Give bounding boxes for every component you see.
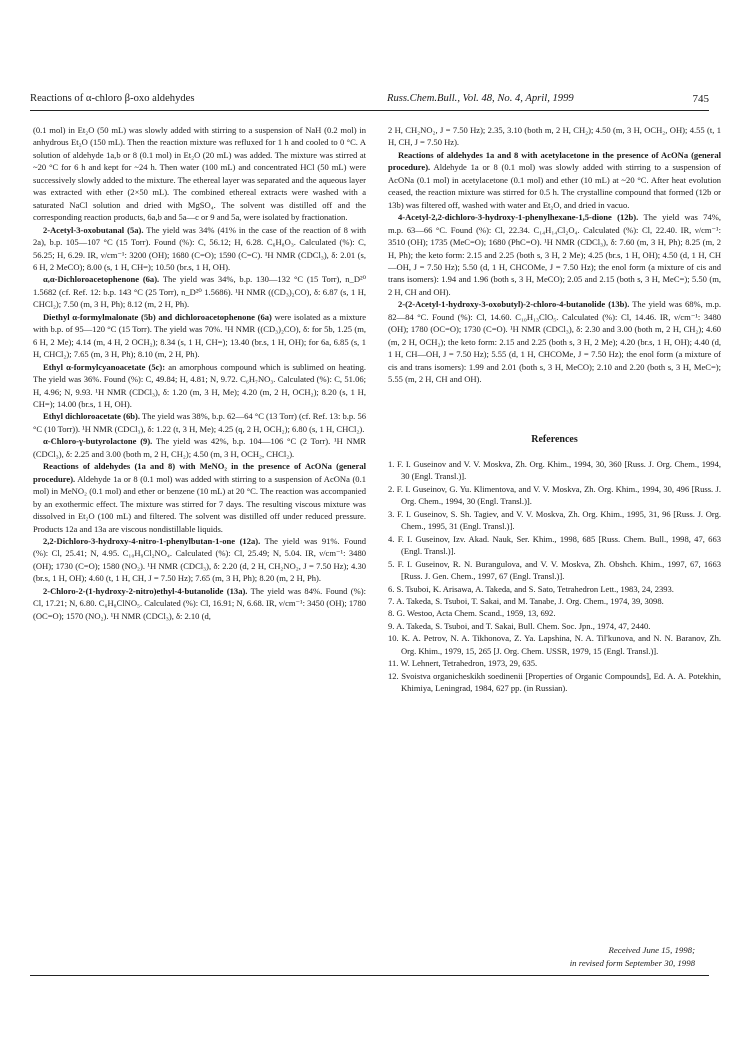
reference-item: 10. K. A. Petrov, N. A. Tikhonova, Z. Ya. Lapshina, N. A. Til'kunova, and N. N. Baranov, Zh. Org. Khim., 1979, 15, 265 [J. Org. Chem. USSR, 1979, 15 (Engl. Transl.)]. xyxy=(388,633,721,656)
reference-item: 2. F. I. Guseinov, G. Yu. Klimentova, and V. V. Moskva, Zh. Org. Khim., 1994, 30, 496 [Russ. J. Org. Chem., 1994, 30 (Engl. Transl.)]. xyxy=(388,483,721,507)
right-column xyxy=(388,124,721,695)
reference-item: 1. F. I. Guseinov and V. V. Moskva, Zh. Org. Khim., 1994, 30, 360 [Russ. J. Org. Chem., 1994, 30 (Engl. Transl.)]. xyxy=(388,458,721,482)
reference-item: 5. F. I. Guseinov, R. N. Burangulova, and V. V. Moskva, Zh. Obshch. Khim., 1997, 67, 1663 [Russ. J. Gen. Chem., 1997, 67 (Engl. Transl.)]. xyxy=(388,558,721,582)
paragraph: Reactions of aldehydes 1a and 8 with acetylacetone in the presence of AcONa (general procedure). Aldehyde 1a or 8 (0.1 mol) was slowly added with stirring to a suspension of AcONa (0.1 mol) in acetylacetone (0.1 mol) and ether (10 mL) at ~20 °C. After heat evolution ceased, the reaction mixture was stirred for 0.5 h. The crystalline compound that formed (12b or 13b) was filtered off, washed with water and Et₂O, and dried in vacuo. xyxy=(388,149,721,210)
paragraph: (0.1 mol) in Et₂O (50 mL) was slowly added with stirring to a suspension of NaH (0.2 mol) in anhydrous Et₂O (150 mL). Then the reaction mixture was refluxed for 1 h and cooled to 0 °C. A solution of aldehyde 1a,b or 8 (0.1 mol) in Et₂O (20 mL) was added. The mixture was stirred at ~20 °C for 6 h and kept for ~24 h. Then water (100 mL) and concentrated HCl (50 mL) were successively slowly added to the mixture. The ethereal layer was separated and the aqueous layer was extracted with ether (2×50 mL). The combined ethereal extracts were washed with a saturated NaCl solution and dried with MgSO₄. The solvent was distilled off and the corresponding reaction products, 6a,b and 5a—c or 9 and 5a, were isolated by fractionation. xyxy=(33,125,366,223)
paragraph: Diethyl α-formylmalonate (5b) and dichloroacetophenone (6a) were isolated as a mixture with b.p. of 95—120 °C (15 Torr). The yield was 70%. ¹H NMR ((CD₃)₂CO), δ: for 5b, 1.25 (m, 6 H, 2 Me); 4.14 (m, 4 H, 2 OCH₂); 8.34 (s, 1 H, CH=); 13.40 (br.s, 1 H, OH); for 6a, 6.85 (s, 1 H, CHCl₂); 7.65 (m, 3 H, Ph); 8.10 (m, 2 H, Ph). xyxy=(33,311,367,360)
running-header xyxy=(30,92,709,106)
reference-item: 6. S. Tsuboi, K. Arisawa, A. Takeda, and S. Sato, Tetrahedron Lett., 1983, 24, 2393. xyxy=(388,583,674,594)
journal-citation: Russ.Chem.Bull., Vol. 48, No. 4, April, 1999 xyxy=(387,93,574,104)
header-rule xyxy=(30,110,709,111)
paragraph: 2,2-Dichloro-3-hydroxy-4-nitro-1-phenylbutan-1-one (12a). The yield was 91%. Found (%): Cl, 25.41; N, 4.95. C₁₀H₉Cl₂NO₄. Calculated (%): Cl, 25.49; N, 5.04. IR, ν/cm⁻¹: 3480 (OH); 1730 (C=O); 1580 (NO₂). ¹H NMR (CDCl₃), δ: 2.20 (d, 2 H, CH₂NO₂, J = 7.50 Hz); 4.30 (br.s, 1 H, OH); 4.60 (t, 1 H, CH, J = 7.50 Hz); 7.65 (m, 3 H, Ph); 8.20 (m, 2 H, Ph). xyxy=(33,535,366,584)
paragraph: Reactions of aldehydes (1a and 8) with MeNO₂ in the presence of AcONa (general procedure). Aldehyde 1a or 8 (0.1 mol) was added with stirring to a suspension of AcONa (0.1 mol) in MeNO₂ (0.1 mol) and ether or benzene (10 mL) at 20 °C. The reaction was accompanied by an exothermic effect. The mixture was stirred for 7 days. The resulting viscous mixture was dissolved in Et₂O (100 mL) and filtered. The solvent was distilled off under reduced pressure. Products 12a and 13a are viscous nondistillable liquids. xyxy=(33,461,366,534)
paragraph: 4-Acetyl-2,2-dichloro-3-hydroxy-1-phenylhexane-1,5-dione (12b). The yield was 74%, m.p. 63—66 °C. Found (%): Cl, 22.34. C₁₄H₁₄Cl₂O₄. Calculated (%): Cl, 22.40. IR, ν/cm⁻¹: 3510 (OH); 1735 (MeC=O); 1680 (PhC=O). ¹H NMR (CDCl₃), δ: 7.60 (m, 3 H, Ph); 8.25 (m, 2 H, Ph); the keto form: 2.15 and 2.25 (both s, 3 H, 2 Me); 4.25 (br.s, 1 H, OH); 4.50 (d, 1 H, CH—OH, J = 7.50 Hz); 5.50 (d, 1 H, CHCOMe, J = 7.50 Hz); the enol form (a mixture of cis and trans isomers): 1.94 and 1.96 (both s, 3 H, MeCO); 2.05 and 2.15 (both s, 3 H, MeC=); 5.50 (m, 2 H, CH and OH). xyxy=(388,212,721,297)
paragraph: 2-(2-Acetyl-1-hydroxy-3-oxobutyl)-2-chloro-4-butanolide (13b). The yield was 68%, m.p. 82—84 °C. Found (%): Cl, 14.60. C₁₀H₁₃ClO₅. Calculated (%): Cl, 14.46. IR, ν/cm⁻¹: 3480 (OH); 1780 (OC=O); 1730 (C=O). ¹H NMR (CDCl₃), δ: 2.30 and 3.00 (both m, 2 H, CH₂); 4.60 (m, 2 H, OCH₂); the keto form: 2.15 and 2.25 (both s, 3 H, 2 Me); 4.20 (br.s, 1 H, OH); 4.40 (d, 1 H, CH—OH, J = 7.50 Hz); 5.55 (d, 1 H, CHCOMe, J = 7.50 Hz); the enol form (a mixture of cis and trans isomers): 1.99 and 2.01 (both s, 3 H, MeCO); 2.10 and 2.20 (both s, 3 H, MeC=); 5.55 (m, 2 H, CH and OH). xyxy=(388,299,721,385)
reference-item: 11. W. Lehnert, Tetrahedron, 1973, 29, 635. xyxy=(388,658,538,669)
paragraph: 2-Chloro-2-(1-hydroxy-2-nitro)ethyl-4-butanolide (13a). The yield was 84%. Found (%): Cl, 17.21; N, 6.80. C₆H₈ClNO₅. Calculated (%): Cl, 16.91; N, 6.68. IR, ν/cm⁻¹: 3450 (OH); 1780 (OC=O); 1570 (NO₂). ¹H NMR (CDCl₃), δ: 2.10 (d, xyxy=(33,585,367,621)
references-heading: References xyxy=(531,433,578,445)
received-dates xyxy=(570,944,695,969)
reference-item: 4. F. I. Guseinov, Izv. Akad. Nauk, Ser. Khim., 1998, 685 [Russ. Chem. Bull., 1998, 47, 663 (Engl. Transl.)]. xyxy=(388,533,721,557)
reference-item: 9. A. Takeda, S. Tsuboi, and T. Sakai, Bull. Chem. Soc. Jpn., 1974, 47, 2440. xyxy=(388,620,651,631)
reference-item: 12. Svoistva organicheskikh soedinenii [Properties of Organic Compounds], Ed. A. A. Potekhin, Khimiya, Leningrad, 1984, 627 pp. (in Russian). xyxy=(388,670,721,694)
running-title: Reactions of α-chloro β-oxo aldehydes xyxy=(30,93,195,104)
revised-date: in revised form September 30, 1998 xyxy=(569,957,695,968)
footer-rule xyxy=(30,975,709,976)
paragraph: 2 H, CH₂NO₂, J = 7.50 Hz); 2.35, 3.10 (both m, 2 H, CH₂); 4.50 (m, 3 H, OCH₂, OH); 4.55 (t, 1 H, CH, J = 7.50 Hz). xyxy=(388,125,721,148)
references-list xyxy=(388,458,721,695)
paragraph: α-Chloro-γ-butyrolactone (9). The yield was 42%, b.p. 104—106 °C (2 Torr). ¹H NMR (CDCl₃), δ: 2.25 and 3.00 (both m, 2 H, CH₂); 4.50 (m, 3 H, OCH₂, CHCl₂). xyxy=(33,436,366,459)
received-date: Received June 15, 1998; xyxy=(608,945,695,955)
paragraph: 2-Acetyl-3-oxobutanal (5a). The yield was 34% (41% in the case of the reaction of 8 with 2a), b.p. 105—107 °C (15 Torr). Found (%): C, 56.12; H, 6.28. C₆H₈O₃. Calculated (%): C, 56.25; H, 6.29. IR, ν/cm⁻¹: 3200 (OH); 1680 (C=O); 1590 (C=C). ¹H NMR (CDCl₃), δ: 2.01 (s, 6 H, 2 MeCO); 8.00 (s, 1 H, CH=); 10.50 (br.s, 1 H, OH). xyxy=(33,224,366,272)
reference-item: 7. A. Takeda, S. Tsuboi, T. Sakai, and M. Tanabe, J. Org. Chem., 1974, 39, 3098. xyxy=(388,595,664,606)
paragraph: Ethyl α-formylcyanoacetate (5c): an amorphous compound which is sublimed on heating. The yield was 36%. Found (%): C, 49.84; H, 4.81; N, 9.72. C₆H₇NO₃. Calculated (%): C, 51.06; H, 4.96; N, 9.93. ¹H NMR (CDCl₃), δ: 1.20 (m, 3 H, Me); 4.20 (m, 2 H, OCH₂); 8.20 (s, 1 H, CH=); 14.00 (br.s, 1 H, OH). xyxy=(33,361,366,409)
paragraph: α,α-Dichloroacetophenone (6a). The yield was 34%, b.p. 130—132 °C (15 Torr), n_D²⁰ 1.5682 (cf. Ref. 12: b.p. 143 °C (25 Torr), n_D²⁰ 1.5686). ¹H NMR ((CD₃)₂CO), δ: 6.87 (s, 1 H, CHCl₂); 7.50 (m, 3 H, Ph); 8.12 (m, 2 H, Ph). xyxy=(33,274,366,310)
reference-item: 8. G. Westoo, Acta Chem. Scand., 1959, 13, 692. xyxy=(388,608,556,619)
paragraph: Ethyl dichloroacetate (6b). The yield was 38%, b.p. 62—64 °C (13 Torr) (cf. Ref. 13: b.p. 56 °C (10 Torr)). ¹H NMR (CDCl₃), δ: 1.22 (t, 3 H, Me); 4.25 (q, 2 H, OCH₂); 6.80 (s, 1 H, CHCl₂). xyxy=(33,411,367,434)
page-number: 745 xyxy=(692,93,709,105)
reference-item: 3. F. I. Guseinov, S. Sh. Tagiev, and V. V. Moskva, Zh. Org. Khim., 1995, 31, 96 [Russ. J. Org. Chem., 1995, 31 (Engl. Transl.)]. xyxy=(388,508,721,532)
left-column xyxy=(33,124,366,622)
